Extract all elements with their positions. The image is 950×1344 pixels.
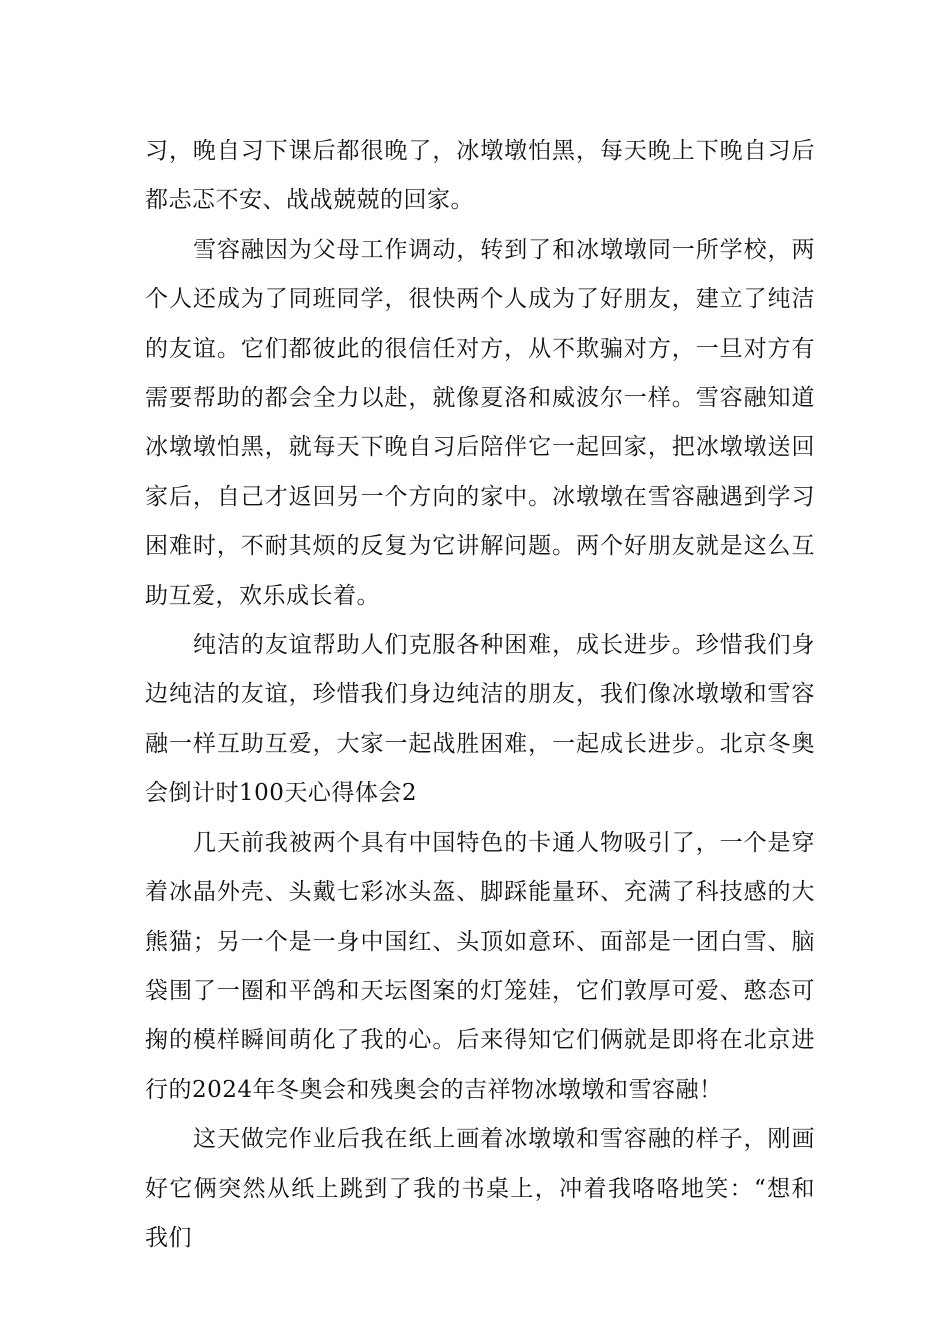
- paragraph-4: 几天前我被两个具有中国特色的卡通人物吸引了，一个是穿着冰晶外壳、头戴七彩冰头盔、脚踩能量环、充满了科技感的大熊猫；另一个是一身中国红、头顶如意环、面部是一团白雪、脑袋围了一圈和平鸽和天坛图案的灯笼娃，它们敦厚可爱、憨态可掬的模样瞬间萌化了我的心。后来得知它们俩就是即将在北京进行的2024年冬奥会和残奥会的吉祥物冰墩墩和雪容融！: [145, 829, 815, 1103]
- paragraph-2: 雪容融因为父母工作调动，转到了和冰墩墩同一所学校，两个人还成为了同班同学，很快两个人成为了好朋友，建立了纯洁的友谊。它们都彼此的很信任对方，从不欺骗对方，一旦对方有需要帮助的都会全力以赴，就像夏洛和威波尔一样。雪容融知道冰墩墩怕黑，就每天下晚自习后陪伴它一起回家，把冰墩墩送回家后，自己才返回另一个方向的家中。冰墩墩在雪容融遇到学习困难时，不耐其烦的反复为它讲解问题。两个好朋友就是这么互助互爱，欢乐成长着。: [145, 236, 815, 609]
- paragraph-5: 这天做完作业后我在纸上画着冰墩墩和雪容融的样子，刚画好它俩突然从纸上跳到了我的书桌上，冲着我咯咯地笑：“想和我们: [145, 1126, 815, 1251]
- document-body: [145, 127, 815, 1263]
- paragraph-3: 纯洁的友谊帮助人们克服各种困难，成长进步。珍惜我们身边纯洁的友谊，珍惜我们身边纯洁的朋友，我们像冰墩墩和雪容融一样互助互爱，大家一起战胜困难，一起成长进步。北京冬奥会倒计时100天心得体会2: [145, 632, 815, 807]
- paragraph-1: 习，晚自习下课后都很晚了，冰墩墩怕黑，每天晚上下晚自习后都忐忑不安、战战兢兢的回家。: [145, 138, 815, 214]
